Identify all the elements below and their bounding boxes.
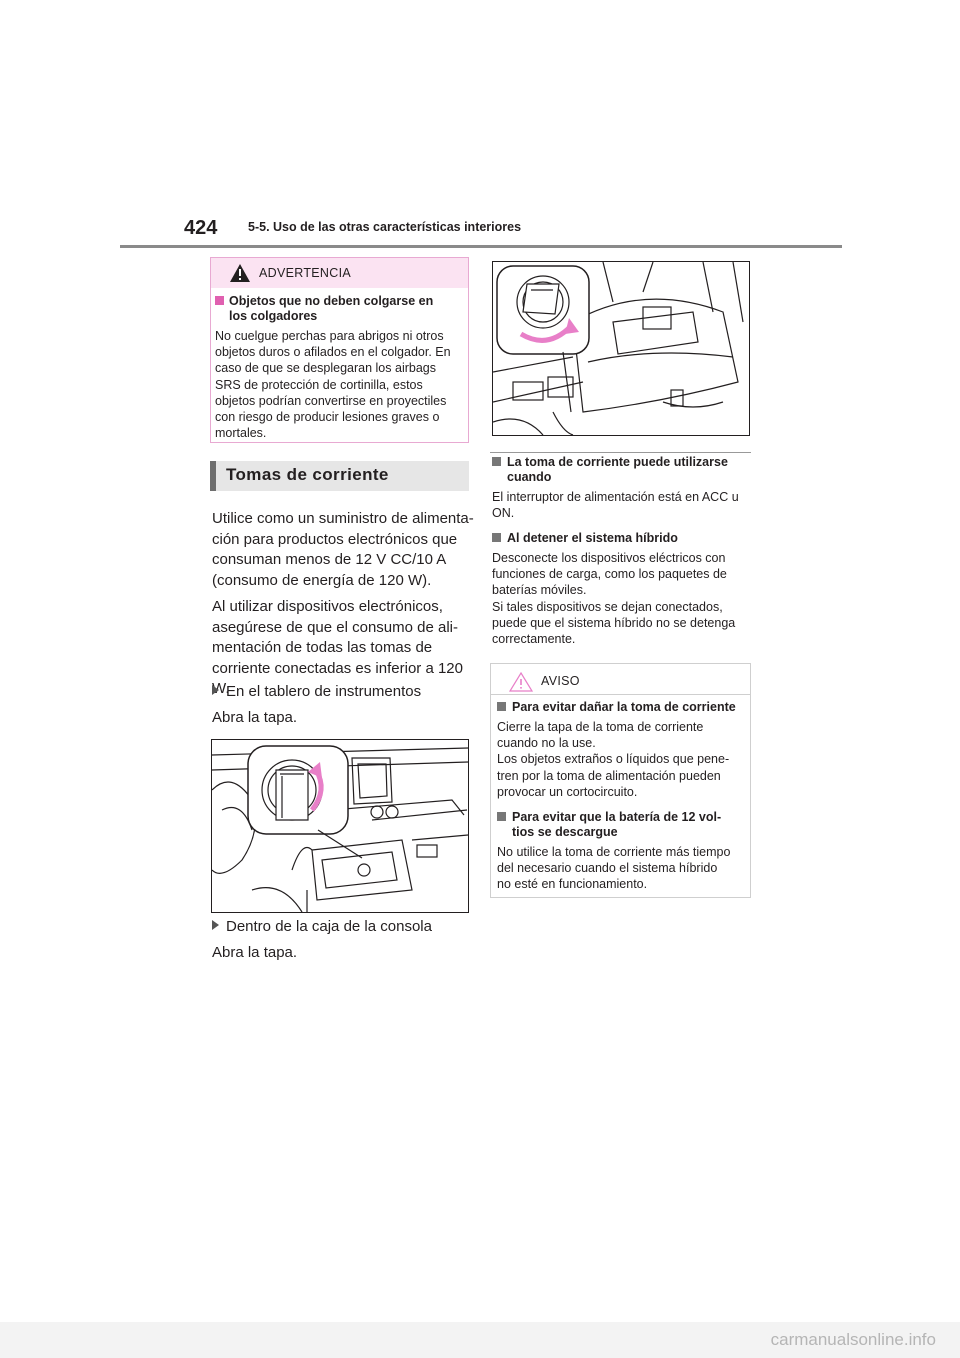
open-lid-text-2: Abra la tapa. — [212, 944, 298, 961]
warning-text: No cuelgue perchas para abrigos ni otros objetos duros o afilados en el colgador. En caso de que se desplegaran los airbags SRS de protección de cortinilla, estos objetos podrían convertirse en proyectiles con riesgo de producir lesiones graves o mortales. — [215, 329, 451, 441]
notice-item2-text: No utilice la toma de corriente más tiempo del necesario cuando el sistema híbrido no esté en funcionamiento. — [497, 845, 731, 892]
open-lid-text-1: Abra la tapa. — [212, 709, 298, 726]
right-column-rule — [490, 452, 751, 453]
header-rule — [120, 245, 842, 248]
warning-box — [210, 257, 469, 443]
notice-item1-text: Cierre la tapa de la toma de corriente cuando no la use. Los objetos extraños o líquidos que pene- tren por la toma de alimentación pueden provocar un cortocircuito. — [497, 720, 730, 799]
console-illustration — [493, 262, 749, 435]
note-stop-hybrid: Al detener el sistema híbrido — [492, 531, 750, 546]
bullet-instrument-panel: En el tablero de instrumentos — [212, 682, 474, 703]
warning-triangle-icon — [229, 263, 251, 283]
notice-label: AVISO — [541, 674, 580, 688]
warning-subtitle: Objetos que no deben colgarse en los colgadores — [215, 294, 465, 324]
notice-triangle-icon — [509, 672, 533, 692]
gray-square-icon — [492, 457, 501, 466]
note-power-outlet-text: El interruptor de alimentación está en ACC u ON. — [492, 490, 739, 521]
warning-label: ADVERTENCIA — [259, 266, 351, 280]
note-stop-hybrid-text: Desconecte los dispositivos eléctricos con funciones de carga, como los paquetes de baterías móviles. Si tales dispositivos se dejan conectados, puede que el sistema híbrido no se detenga correctamente. — [492, 551, 736, 647]
dashboard-illustration — [212, 740, 468, 912]
notice-box — [490, 663, 751, 898]
chapter-title: 5-5. Uso de las otras características interiores — [248, 220, 522, 234]
bullet-console-box: Dentro de la caja de la consola — [212, 917, 474, 938]
footer-watermark — [0, 1322, 960, 1358]
watermark-text[interactable]: carmanualsonline.info — [770, 1330, 936, 1349]
notice-divider — [491, 694, 750, 695]
intro-paragraph: Utilice como un suministro de alimenta- ción para productos electrónicos que consuman menos de 12 V CC/10 A (consumo de energía de 120 W). — [212, 510, 474, 589]
note-power-outlet-use: La toma de corriente puede utilizarse cuando — [492, 455, 750, 485]
notice-item2-title: Para evitar que la batería de 12 vol- tios se descargue — [497, 810, 747, 840]
gray-square-icon — [497, 702, 506, 711]
console-box-figure — [492, 261, 750, 436]
arrow-bullet-icon — [212, 920, 219, 930]
gray-square-icon — [497, 812, 506, 821]
arrow-bullet-icon — [212, 685, 219, 695]
usage-paragraph: Al utilizar dispositivos electrónicos, asegúrese de que el consumo de ali- mentación de todas las tomas de corriente conectadas es inferior a 120 W. — [212, 598, 463, 697]
warning-header — [211, 258, 468, 288]
page-number: 424 — [184, 217, 218, 239]
instrument-panel-figure — [211, 739, 469, 913]
pink-square-icon — [215, 296, 224, 305]
section-header — [210, 461, 469, 491]
gray-square-icon — [492, 533, 501, 542]
section-title: Tomas de corriente — [226, 465, 389, 484]
notice-item1-title: Para evitar dañar la toma de corriente — [497, 700, 747, 715]
